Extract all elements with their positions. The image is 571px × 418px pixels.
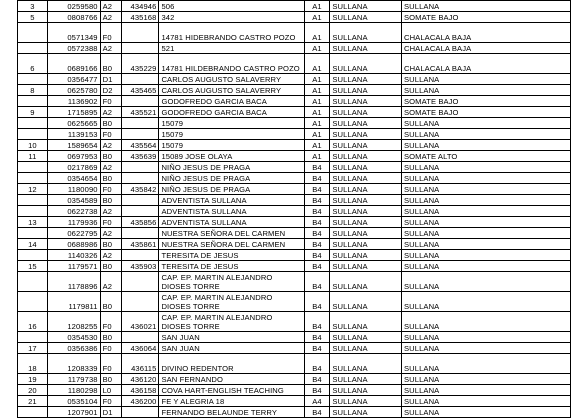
- province-cell: SULLANA: [330, 74, 402, 85]
- province-cell: SULLANA: [330, 385, 402, 396]
- area-cell: B4: [304, 261, 330, 272]
- local-code-cell: 436021: [121, 312, 159, 332]
- local-code-cell: 435861: [121, 239, 159, 250]
- table-row: [18, 151, 571, 162]
- table-row: [18, 12, 571, 23]
- level-cell: B0: [100, 292, 121, 312]
- district-cell: SULLANA: [402, 206, 571, 217]
- district-cell: SULLANA: [402, 118, 571, 129]
- row-number-cell: 5: [18, 12, 48, 23]
- row-number-cell: [18, 292, 48, 312]
- table-row: [18, 343, 571, 354]
- local-code-cell: [121, 206, 159, 217]
- code-cell: 0625665: [47, 118, 100, 129]
- area-cell: A4: [304, 396, 330, 407]
- local-code-cell: 435521: [121, 107, 159, 118]
- local-code-cell: [121, 272, 159, 292]
- code-cell: 1207901: [47, 407, 100, 418]
- table-row: [18, 74, 571, 85]
- table-row: [18, 129, 571, 140]
- province-cell: SULLANA: [330, 228, 402, 239]
- district-cell: CHALACALA BAJA: [402, 43, 571, 54]
- area-cell: B4: [304, 312, 330, 332]
- school-records-table: [17, 0, 571, 418]
- province-cell: SULLANA: [330, 292, 402, 312]
- code-cell: 1179738: [47, 374, 100, 385]
- school-name-cell: FERNANDO BELAUNDE TERRY: [159, 407, 304, 418]
- row-number-cell: [18, 250, 48, 261]
- district-cell: SULLANA: [402, 292, 571, 312]
- district-cell: SOMATE BAJO: [402, 12, 571, 23]
- row-number-cell: 18: [18, 354, 48, 374]
- level-cell: F0: [100, 96, 121, 107]
- level-cell: B0: [100, 195, 121, 206]
- province-cell: SULLANA: [330, 195, 402, 206]
- local-code-cell: 436115: [121, 354, 159, 374]
- school-name-cell: ADVENTISTA SULLANA: [159, 217, 304, 228]
- local-code-cell: [121, 250, 159, 261]
- level-cell: F0: [100, 343, 121, 354]
- row-number-cell: 20: [18, 385, 48, 396]
- table-row: [18, 54, 571, 74]
- local-code-cell: [121, 96, 159, 107]
- province-cell: SULLANA: [330, 312, 402, 332]
- level-cell: F0: [100, 354, 121, 374]
- row-number-cell: [18, 206, 48, 217]
- district-cell: SULLANA: [402, 217, 571, 228]
- local-code-cell: [121, 332, 159, 343]
- level-cell: F0: [100, 312, 121, 332]
- code-cell: 1208339: [47, 354, 100, 374]
- row-number-cell: [18, 195, 48, 206]
- row-number-cell: 3: [18, 1, 48, 12]
- area-cell: B4: [304, 239, 330, 250]
- level-cell: F0: [100, 396, 121, 407]
- row-number-cell: [18, 129, 48, 140]
- code-cell: 1715895: [47, 107, 100, 118]
- code-cell: 0259580: [47, 1, 100, 12]
- district-cell: SULLANA: [402, 85, 571, 96]
- province-cell: SULLANA: [330, 396, 402, 407]
- province-cell: SULLANA: [330, 1, 402, 12]
- table-row: [18, 374, 571, 385]
- local-code-cell: [121, 162, 159, 173]
- row-number-cell: [18, 332, 48, 343]
- district-cell: SULLANA: [402, 332, 571, 343]
- district-cell: SULLANA: [402, 1, 571, 12]
- province-cell: SULLANA: [330, 107, 402, 118]
- row-number-cell: 11: [18, 151, 48, 162]
- local-code-cell: [121, 407, 159, 418]
- level-cell: B0: [100, 374, 121, 385]
- province-cell: SULLANA: [330, 173, 402, 184]
- code-cell: 1179811: [47, 292, 100, 312]
- area-cell: B4: [304, 292, 330, 312]
- school-name-cell: TERESITA DE JESUS: [159, 250, 304, 261]
- row-number-cell: 12: [18, 184, 48, 195]
- level-cell: D2: [100, 85, 121, 96]
- row-number-cell: 16: [18, 312, 48, 332]
- area-cell: B4: [304, 195, 330, 206]
- code-cell: 0356386: [47, 343, 100, 354]
- code-cell: 1179936: [47, 217, 100, 228]
- code-cell: 0571349: [47, 23, 100, 43]
- area-cell: B4: [304, 228, 330, 239]
- code-cell: 1180298: [47, 385, 100, 396]
- local-code-cell: 435168: [121, 12, 159, 23]
- level-cell: B0: [100, 151, 121, 162]
- code-cell: 0356477: [47, 74, 100, 85]
- area-cell: A1: [304, 140, 330, 151]
- district-cell: SULLANA: [402, 385, 571, 396]
- area-cell: A1: [304, 118, 330, 129]
- code-cell: 0572388: [47, 43, 100, 54]
- district-cell: SULLANA: [402, 396, 571, 407]
- area-cell: A1: [304, 74, 330, 85]
- province-cell: SULLANA: [330, 250, 402, 261]
- district-cell: SULLANA: [402, 228, 571, 239]
- level-cell: L0: [100, 385, 121, 396]
- code-cell: 1179571: [47, 261, 100, 272]
- row-number-cell: 17: [18, 343, 48, 354]
- area-cell: A1: [304, 85, 330, 96]
- table-row: [18, 96, 571, 107]
- school-name-cell: TERESITA DE JESUS: [159, 261, 304, 272]
- province-cell: SULLANA: [330, 96, 402, 107]
- code-cell: 1139153: [47, 129, 100, 140]
- district-cell: SULLANA: [402, 140, 571, 151]
- local-code-cell: [121, 129, 159, 140]
- school-name-cell: NIÑO JESUS DE PRAGA: [159, 173, 304, 184]
- province-cell: SULLANA: [330, 332, 402, 343]
- school-name-cell: DIVINO REDENTOR: [159, 354, 304, 374]
- area-cell: A1: [304, 12, 330, 23]
- local-code-cell: [121, 173, 159, 184]
- code-cell: 1589654: [47, 140, 100, 151]
- area-cell: A1: [304, 23, 330, 43]
- code-cell: 0808766: [47, 12, 100, 23]
- table-row: [18, 140, 571, 151]
- local-code-cell: 435856: [121, 217, 159, 228]
- table-row: [18, 118, 571, 129]
- table-row: [18, 292, 571, 312]
- local-code-cell: [121, 43, 159, 54]
- school-name-cell: 342: [159, 12, 304, 23]
- school-name-cell: CAP. EP. MARTIN ALEJANDRO DIOSES TORRE: [159, 292, 304, 312]
- school-name-cell: CARLOS AUGUSTO SALAVERRY: [159, 85, 304, 96]
- school-name-cell: 521: [159, 43, 304, 54]
- district-cell: SULLANA: [402, 239, 571, 250]
- code-cell: 1180090: [47, 184, 100, 195]
- code-cell: 0354530: [47, 332, 100, 343]
- district-cell: SULLANA: [402, 374, 571, 385]
- province-cell: SULLANA: [330, 343, 402, 354]
- province-cell: SULLANA: [330, 85, 402, 96]
- province-cell: SULLANA: [330, 261, 402, 272]
- code-cell: 0688986: [47, 239, 100, 250]
- code-cell: 1208255: [47, 312, 100, 332]
- local-code-cell: [121, 195, 159, 206]
- province-cell: SULLANA: [330, 272, 402, 292]
- district-cell: SULLANA: [402, 195, 571, 206]
- table-row: [18, 107, 571, 118]
- area-cell: B4: [304, 354, 330, 374]
- table-row: [18, 228, 571, 239]
- district-cell: SULLANA: [402, 129, 571, 140]
- school-name-cell: ADVENTISTA SULLANA: [159, 206, 304, 217]
- code-cell: 0625780: [47, 85, 100, 96]
- level-cell: A2: [100, 162, 121, 173]
- level-cell: F0: [100, 23, 121, 43]
- area-cell: A1: [304, 96, 330, 107]
- area-cell: B4: [304, 343, 330, 354]
- table-row: [18, 1, 571, 12]
- code-cell: 1136902: [47, 96, 100, 107]
- province-cell: SULLANA: [330, 217, 402, 228]
- row-number-cell: [18, 272, 48, 292]
- province-cell: SULLANA: [330, 23, 402, 43]
- district-cell: CHALACALA BAJA: [402, 54, 571, 74]
- local-code-cell: 435639: [121, 151, 159, 162]
- province-cell: SULLANA: [330, 184, 402, 195]
- code-cell: 0622795: [47, 228, 100, 239]
- province-cell: SULLANA: [330, 354, 402, 374]
- local-code-cell: [121, 228, 159, 239]
- province-cell: SULLANA: [330, 43, 402, 54]
- row-number-cell: 19: [18, 374, 48, 385]
- district-cell: SULLANA: [402, 312, 571, 332]
- table-row: [18, 332, 571, 343]
- area-cell: B4: [304, 332, 330, 343]
- local-code-cell: 435465: [121, 85, 159, 96]
- code-cell: 0354589: [47, 195, 100, 206]
- school-name-cell: CARLOS AUGUSTO SALAVERRY: [159, 74, 304, 85]
- local-code-cell: 435903: [121, 261, 159, 272]
- code-cell: 1140326: [47, 250, 100, 261]
- area-cell: B4: [304, 173, 330, 184]
- row-number-cell: 10: [18, 140, 48, 151]
- local-code-cell: 435842: [121, 184, 159, 195]
- level-cell: B0: [100, 261, 121, 272]
- school-name-cell: 14781 HILDEBRANDO CASTRO POZO: [159, 54, 304, 74]
- code-cell: 0622738: [47, 206, 100, 217]
- area-cell: B4: [304, 217, 330, 228]
- row-number-cell: [18, 96, 48, 107]
- code-cell: 0217869: [47, 162, 100, 173]
- row-number-cell: [18, 173, 48, 184]
- table-row: [18, 173, 571, 184]
- row-number-cell: 14: [18, 239, 48, 250]
- school-name-cell: SAN FERNANDO: [159, 374, 304, 385]
- area-cell: B4: [304, 272, 330, 292]
- level-cell: A2: [100, 272, 121, 292]
- local-code-cell: 436158: [121, 385, 159, 396]
- table-row: [18, 354, 571, 374]
- level-cell: B0: [100, 54, 121, 74]
- level-cell: A2: [100, 107, 121, 118]
- province-cell: SULLANA: [330, 239, 402, 250]
- area-cell: B4: [304, 374, 330, 385]
- area-cell: A1: [304, 107, 330, 118]
- school-name-cell: 15079: [159, 118, 304, 129]
- level-cell: F0: [100, 217, 121, 228]
- school-name-cell: COVA HART-ENGLISH TEACHING: [159, 385, 304, 396]
- school-name-cell: NUESTRA SEÑORA DEL CARMEN: [159, 239, 304, 250]
- table-row: [18, 312, 571, 332]
- province-cell: SULLANA: [330, 206, 402, 217]
- area-cell: A1: [304, 129, 330, 140]
- table-row: [18, 272, 571, 292]
- school-name-cell: NIÑO JESUS DE PRAGA: [159, 162, 304, 173]
- local-code-cell: 435229: [121, 54, 159, 74]
- row-number-cell: [18, 162, 48, 173]
- province-cell: SULLANA: [330, 54, 402, 74]
- table-row: [18, 206, 571, 217]
- school-name-cell: GODOFREDO GARCIA BACA: [159, 96, 304, 107]
- local-code-cell: [121, 74, 159, 85]
- local-code-cell: [121, 118, 159, 129]
- row-number-cell: 15: [18, 261, 48, 272]
- local-code-cell: 434946: [121, 1, 159, 12]
- local-code-cell: 436200: [121, 396, 159, 407]
- local-code-cell: 436120: [121, 374, 159, 385]
- row-number-cell: 13: [18, 217, 48, 228]
- local-code-cell: [121, 292, 159, 312]
- table-row: [18, 85, 571, 96]
- table-row: [18, 261, 571, 272]
- school-name-cell: NIÑO JESUS DE PRAGA: [159, 184, 304, 195]
- province-cell: SULLANA: [330, 118, 402, 129]
- province-cell: SULLANA: [330, 407, 402, 418]
- area-cell: B4: [304, 385, 330, 396]
- school-name-cell: 15079: [159, 140, 304, 151]
- school-name-cell: ADVENTISTA SULLANA: [159, 195, 304, 206]
- level-cell: D1: [100, 74, 121, 85]
- code-cell: 1178896: [47, 272, 100, 292]
- table-row: [18, 184, 571, 195]
- school-name-cell: 506: [159, 1, 304, 12]
- area-cell: A1: [304, 1, 330, 12]
- school-name-cell: SAN JUAN: [159, 332, 304, 343]
- district-cell: SULLANA: [402, 354, 571, 374]
- level-cell: F0: [100, 184, 121, 195]
- row-number-cell: [18, 407, 48, 418]
- level-cell: A2: [100, 43, 121, 54]
- school-name-cell: SAN JUAN: [159, 343, 304, 354]
- province-cell: SULLANA: [330, 140, 402, 151]
- row-number-cell: 9: [18, 107, 48, 118]
- school-name-cell: FE Y ALEGRIA 18: [159, 396, 304, 407]
- school-name-cell: CAP. EP. MARTIN ALEJANDRO DIOSES TORRE: [159, 312, 304, 332]
- area-cell: B4: [304, 162, 330, 173]
- district-cell: SULLANA: [402, 184, 571, 195]
- school-name-cell: CAP. EP. MARTIN ALEJANDRO DIOSES TORRE: [159, 272, 304, 292]
- district-cell: SULLANA: [402, 407, 571, 418]
- area-cell: A1: [304, 151, 330, 162]
- level-cell: A2: [100, 228, 121, 239]
- code-cell: 0689166: [47, 54, 100, 74]
- district-cell: CHALACALA BAJA: [402, 23, 571, 43]
- table-row: [18, 43, 571, 54]
- table-row: [18, 396, 571, 407]
- level-cell: A2: [100, 12, 121, 23]
- province-cell: SULLANA: [330, 374, 402, 385]
- level-cell: B0: [100, 118, 121, 129]
- table-row: [18, 217, 571, 228]
- level-cell: A2: [100, 206, 121, 217]
- level-cell: A2: [100, 1, 121, 12]
- table-row: [18, 23, 571, 43]
- code-cell: 0535104: [47, 396, 100, 407]
- district-cell: SULLANA: [402, 343, 571, 354]
- district-cell: SULLANA: [402, 162, 571, 173]
- level-cell: B0: [100, 239, 121, 250]
- row-number-cell: [18, 74, 48, 85]
- row-number-cell: 6: [18, 54, 48, 74]
- row-number-cell: [18, 23, 48, 43]
- school-name-cell: 15079: [159, 129, 304, 140]
- row-number-cell: 8: [18, 85, 48, 96]
- area-cell: B4: [304, 407, 330, 418]
- school-name-cell: 14781 HIDEBRANDO CASTRO POZO: [159, 23, 304, 43]
- level-cell: B0: [100, 332, 121, 343]
- district-cell: SULLANA: [402, 173, 571, 184]
- area-cell: A1: [304, 43, 330, 54]
- code-cell: 0354654: [47, 173, 100, 184]
- row-number-cell: [18, 118, 48, 129]
- school-name-cell: 15089 JOSE OLAYA: [159, 151, 304, 162]
- level-cell: A2: [100, 250, 121, 261]
- local-code-cell: [121, 23, 159, 43]
- row-number-cell: 21: [18, 396, 48, 407]
- area-cell: B4: [304, 184, 330, 195]
- local-code-cell: 436064: [121, 343, 159, 354]
- area-cell: B4: [304, 206, 330, 217]
- district-cell: SULLANA: [402, 250, 571, 261]
- level-cell: F0: [100, 129, 121, 140]
- area-cell: B4: [304, 250, 330, 261]
- province-cell: SULLANA: [330, 129, 402, 140]
- district-cell: SOMATE ALTO: [402, 151, 571, 162]
- province-cell: SULLANA: [330, 151, 402, 162]
- table-row: [18, 239, 571, 250]
- row-number-cell: [18, 228, 48, 239]
- province-cell: SULLANA: [330, 162, 402, 173]
- district-cell: SOMATE BAJO: [402, 107, 571, 118]
- level-cell: B0: [100, 173, 121, 184]
- table-row: [18, 195, 571, 206]
- row-number-cell: [18, 43, 48, 54]
- table-row: [18, 162, 571, 173]
- area-cell: A1: [304, 54, 330, 74]
- table-row: [18, 250, 571, 261]
- district-cell: SOMATE BAJO: [402, 96, 571, 107]
- table-row: [18, 407, 571, 418]
- school-name-cell: GODOFREDO GARCIA BACA: [159, 107, 304, 118]
- district-cell: SULLANA: [402, 261, 571, 272]
- code-cell: 0697953: [47, 151, 100, 162]
- district-cell: SULLANA: [402, 74, 571, 85]
- level-cell: A2: [100, 140, 121, 151]
- district-cell: SULLANA: [402, 272, 571, 292]
- table-row: [18, 385, 571, 396]
- province-cell: SULLANA: [330, 12, 402, 23]
- level-cell: D1: [100, 407, 121, 418]
- local-code-cell: 435564: [121, 140, 159, 151]
- school-name-cell: NUESTRA SEÑORA DEL CARMEN: [159, 228, 304, 239]
